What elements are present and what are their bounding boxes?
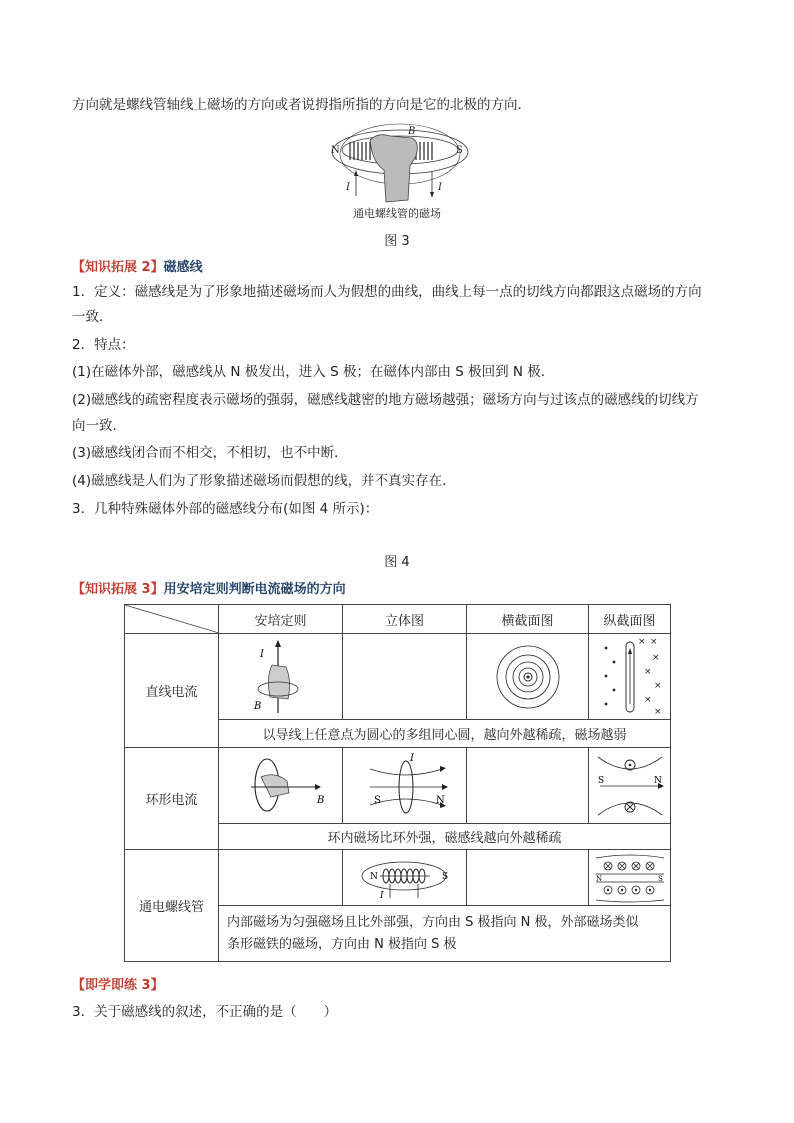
straight-note: 以导线上任意点为圆心的多组同心圆，越向外越稀疏，磁场越弱 bbox=[219, 720, 671, 748]
header-longitudinal-section: 纵截面图 bbox=[589, 605, 671, 634]
straight-longitudinal-figure bbox=[592, 636, 668, 718]
sollong-label-s: S bbox=[657, 874, 663, 883]
straight-ampere-figure bbox=[219, 634, 343, 720]
fig3-label-i-left: I bbox=[346, 182, 350, 193]
straight-longitudinal-cell bbox=[589, 634, 671, 720]
ext2-definition-line2: 一致． bbox=[72, 309, 113, 325]
practice-bracket: 【即学即练 3】 bbox=[72, 978, 164, 993]
header-cross-section: 横截面图 bbox=[467, 605, 589, 634]
svg-text:×: × bbox=[651, 652, 660, 663]
loop-3d-figure bbox=[350, 751, 460, 821]
svg-text:×: × bbox=[653, 680, 662, 691]
loop-longitudinal-figure bbox=[592, 751, 668, 821]
svg-text:×: × bbox=[653, 706, 662, 717]
straight-hand-icon bbox=[246, 637, 316, 717]
ext3-bracket: 【知识拓展 3】 bbox=[72, 582, 164, 597]
solenoid-cross-section-cell bbox=[467, 850, 589, 906]
loop-hand-icon bbox=[231, 751, 331, 821]
straight-3d-cell bbox=[343, 634, 467, 720]
loop-3d-cell bbox=[343, 748, 467, 824]
loop3d-label-n: N bbox=[435, 794, 445, 806]
loop-label-b: B bbox=[316, 794, 324, 806]
fig3-label-i-right: I bbox=[438, 182, 442, 193]
practice-heading bbox=[72, 974, 164, 993]
row-name-solenoid: 通电螺线管 bbox=[125, 850, 219, 962]
ext2-feature-1: (1)在磁体外部，磁感线从 N 极发出，进入 S 极；在磁体内部由 S 极回到 N 极． bbox=[72, 364, 555, 380]
loop-ampere-figure bbox=[219, 748, 343, 824]
ext2-heading bbox=[72, 256, 203, 275]
loop-cross-section-cell bbox=[467, 748, 589, 824]
ext3-heading bbox=[72, 578, 346, 597]
ext2-feature-2-line1: (2)磁感线的疏密程度表示磁场的强弱，磁感线越密的地方磁场越强；磁场方向与过该点的磁感线的切线方 bbox=[72, 392, 699, 408]
header-ampere-rule: 安培定则 bbox=[219, 605, 343, 634]
ext2-item-3: 3．几种特殊磁体外部的磁感线分布(如图 4 所示)： bbox=[72, 501, 379, 517]
ampere-rule-table bbox=[124, 604, 671, 962]
loop-note: 环内磁场比环外强，磁感线越向外越稀疏 bbox=[219, 824, 671, 850]
ext2-bracket: 【知识拓展 2】 bbox=[72, 260, 164, 275]
ext2-feature-3: (3)磁感线闭合而不相交，不相切，也不中断． bbox=[72, 445, 348, 461]
sollong-label-n: N bbox=[595, 874, 602, 883]
row-name-loop-current: 环形电流 bbox=[125, 748, 219, 850]
solenoid-note-line2: 条形磁铁的磁场，方向由 N 极指向 S 极 bbox=[227, 936, 457, 952]
fig3-label-s: S bbox=[456, 145, 463, 156]
solenoid-note bbox=[219, 906, 671, 962]
sol3d-label-s: S bbox=[441, 871, 448, 882]
header-diagonal-cell bbox=[125, 605, 219, 634]
straight-label-i: I bbox=[259, 648, 264, 660]
ext2-feature-2-line2: 向一致． bbox=[72, 418, 126, 434]
concentric-circles-figure bbox=[488, 637, 568, 717]
table-row bbox=[125, 634, 671, 720]
loop3d-label-i: I bbox=[409, 752, 414, 764]
sol3d-label-i: I bbox=[379, 890, 384, 901]
straight-label-b: B bbox=[253, 700, 261, 712]
header-3d-view: 立体图 bbox=[343, 605, 467, 634]
ext2-features-label: 2．特点： bbox=[72, 337, 135, 353]
fig3-label-n: N bbox=[331, 145, 340, 156]
ext3-title: 用安培定则判断电流磁场的方向 bbox=[163, 582, 346, 597]
table-row bbox=[125, 748, 671, 824]
figure-3-caption: 通电螺线管的磁场 bbox=[353, 207, 441, 220]
table-row bbox=[125, 850, 671, 906]
looplong-label-s: S bbox=[597, 775, 604, 786]
fig3-label-b: B bbox=[408, 126, 416, 137]
solenoid-ampere-cell bbox=[219, 850, 343, 906]
looplong-label-n: N bbox=[653, 775, 662, 786]
ext2-title: 磁感线 bbox=[163, 260, 203, 275]
loop-longitudinal-cell bbox=[589, 748, 671, 824]
ext2-definition-line1: 1．定义：磁感线是为了形象地描述磁场而人为假想的曲线，曲线上每一点的切线方向都跟这点磁场的方向 bbox=[72, 284, 702, 300]
intro-text: 方向就是螺线管轴线上磁场的方向或者说拇指所指的方向是它的北极的方向． bbox=[72, 97, 531, 113]
straight-cross-section-cell bbox=[467, 634, 589, 720]
svg-text:×: × bbox=[643, 666, 652, 677]
solenoid-3d-cell bbox=[343, 850, 467, 906]
sol3d-label-n: N bbox=[369, 871, 378, 882]
solenoid-3d-figure bbox=[350, 852, 460, 904]
figure-4-title: 图 4 bbox=[384, 555, 410, 570]
svg-text:×: × bbox=[637, 636, 646, 647]
table-header-row bbox=[125, 605, 671, 634]
loop3d-label-s: S bbox=[373, 794, 381, 806]
solenoid-longitudinal-figure bbox=[592, 852, 668, 904]
solenoid-longitudinal-cell bbox=[589, 850, 671, 906]
svg-text:×: × bbox=[649, 636, 658, 647]
practice-question: 3．关于磁感线的叙述，不正确的是（ ） bbox=[72, 1004, 338, 1020]
ext2-feature-4: (4)磁感线是人们为了形象描述磁场而假想的线，并不真实存在． bbox=[72, 473, 456, 489]
row-name-straight-current: 直线电流 bbox=[125, 634, 219, 748]
figure-3-title: 图 3 bbox=[384, 234, 410, 249]
solenoid-note-line1: 内部磁场为匀强磁场且比外部强，方向由 S 极指向 N 极，外部磁场类似 bbox=[227, 914, 639, 930]
svg-text:×: × bbox=[643, 694, 652, 705]
